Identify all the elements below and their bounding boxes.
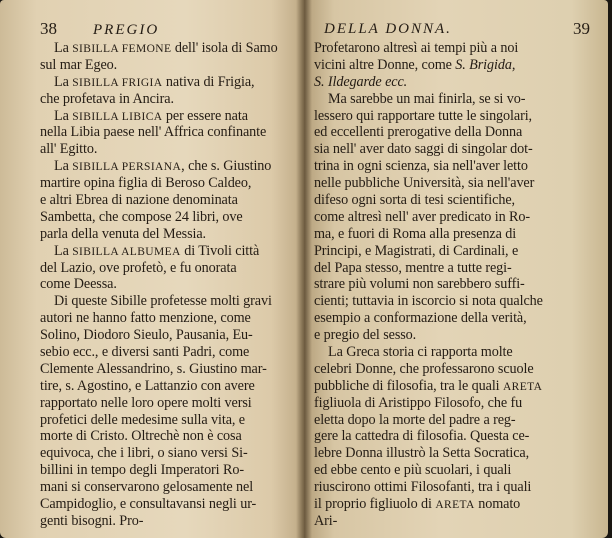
small-caps-name: SIBILLA FEMONE — [72, 43, 172, 55]
line-text: come Deessa. — [40, 276, 117, 293]
text-line — [314, 513, 572, 530]
small-caps-name: SIBILLA ALBUMEA — [72, 245, 181, 258]
text-line — [314, 276, 572, 293]
text-line — [40, 209, 300, 226]
line-text: martire opina figlia di Beroso Caldeo, — [40, 175, 252, 192]
text-line — [314, 327, 572, 344]
line-text: autori ne hanno fatto menzione, come — [40, 310, 251, 327]
text-line — [314, 395, 572, 412]
text-line — [314, 361, 572, 378]
right-head-title: DELLA DONNA. — [324, 21, 452, 37]
left-page-number: 38 — [40, 19, 57, 38]
text-line — [314, 344, 572, 361]
left-head-title: PREGIO — [93, 22, 160, 38]
text-line — [314, 158, 572, 175]
line-text: trina in ogni scienza, sia nell'aver letto — [314, 158, 528, 175]
text-line — [40, 344, 300, 361]
small-caps-name: SIBILLA LIBICA — [72, 110, 163, 123]
line-text: difeso ogni sorta di tesi scientifiche, — [314, 192, 515, 209]
text-line — [40, 395, 300, 412]
text-line — [40, 310, 300, 327]
line-text: mani si conservarono gelosamente nel — [40, 479, 254, 496]
text-line — [40, 175, 300, 192]
line-text: parla della venuta del Messia. — [40, 225, 207, 242]
text-line — [314, 479, 572, 496]
line-text: per essere nata — [162, 107, 248, 124]
line-text: nomato — [474, 496, 521, 513]
line-text: cienti; tuttavia in iscorcio si nota qualche — [314, 293, 543, 310]
text-line — [314, 243, 572, 260]
line-text: sul mar Egeo. — [40, 56, 118, 73]
text-line — [314, 462, 572, 479]
text-line — [40, 40, 300, 57]
text-line — [40, 428, 300, 445]
italic-text: S. Ildegarde ecc. — [314, 73, 408, 90]
line-text: La — [54, 40, 73, 56]
line-text: che profetava in Ancira. — [40, 90, 174, 107]
small-caps-name: ARETA — [502, 380, 543, 393]
line-text: riuscirono ottimi Filosofanti, tra i quali — [314, 479, 532, 496]
text-line — [314, 124, 572, 141]
line-text: La — [54, 107, 73, 124]
line-text: profetici delle medesime sulla vita, e — [40, 411, 245, 428]
line-text: nella Libia paese nell' Affrica confinante — [40, 124, 267, 141]
line-text: pubbliche di filosofia, tra le quali — [314, 377, 503, 394]
line-text: vicini altre Donne, come — [314, 56, 456, 73]
text-line — [314, 378, 572, 395]
left-page-text — [40, 40, 300, 530]
line-text: nelle pubbliche Università, sia nell'aver — [314, 175, 535, 192]
text-line — [314, 412, 572, 429]
line-text: Sambetta, che compose 24 libri, ove — [40, 208, 243, 225]
text-line — [40, 378, 300, 395]
line-text: Ari- — [314, 512, 338, 529]
text-line — [40, 226, 300, 243]
italic-text: S. Brigida, — [455, 56, 516, 73]
line-text: ma, e fuori di Roma alla presenza di — [314, 225, 517, 242]
text-line — [40, 462, 300, 479]
text-line — [40, 57, 300, 74]
line-text: lebre Donna illustrò la Setta Socratica, — [314, 445, 530, 462]
line-text: il proprio figliuolo di — [314, 496, 436, 513]
line-text: ed ebbe cento e più scuolari, i quali — [314, 462, 512, 479]
small-caps-name: ARETA — [435, 499, 475, 512]
line-text: eletta dopo la morte del padre a reg- — [314, 411, 516, 428]
line-text: La — [54, 242, 73, 259]
text-line — [40, 243, 300, 260]
text-line — [314, 428, 572, 445]
text-line — [40, 141, 300, 158]
small-caps-name: SIBILLA FRIGIA — [72, 76, 163, 89]
line-text: sebio ecc., e diversi santi Padri, come — [40, 344, 250, 361]
text-line — [314, 226, 572, 243]
right-running-head — [314, 19, 590, 38]
line-text: billini in tempo degli Imperatori Ro- — [40, 462, 244, 479]
line-text: lessero qui rapportare tutte le singolari, — [314, 107, 532, 124]
text-line — [314, 91, 572, 108]
line-text: Principi, e Magistrati, di Cardinali, e — [314, 242, 519, 259]
line-text: del Lazio, ove profetò, e fu onorata — [40, 259, 237, 276]
text-line — [40, 260, 300, 277]
text-line — [40, 124, 300, 141]
line-text: Clemente Alessandrino, s. Giustino mar- — [40, 360, 267, 377]
right-page-number: 39 — [573, 19, 590, 38]
line-text: dell' isola di Samo — [171, 40, 278, 56]
text-line — [40, 158, 300, 175]
text-line — [314, 108, 572, 125]
text-line — [40, 479, 300, 496]
text-line — [314, 209, 572, 226]
small-caps-name: SIBILLA PERSIANA — [72, 161, 182, 174]
line-text: Ma sarebbe un mai finirla, se si vo- — [328, 90, 526, 107]
text-line — [40, 361, 300, 378]
right-page — [304, 0, 608, 538]
line-text: morte di Cristo. Oltrechè non è cosa — [40, 428, 242, 445]
text-line — [40, 513, 300, 530]
text-line — [40, 412, 300, 429]
line-text: Di queste Sibille profetesse molti gravi — [54, 293, 272, 310]
text-line — [314, 175, 572, 192]
line-text: di Tivoli città — [180, 242, 260, 259]
line-text: gere la cattedra di filosofia. Questa ce- — [314, 428, 530, 445]
text-line — [314, 74, 572, 91]
line-text: strare più volumi non sarebbero suffi- — [314, 276, 525, 293]
text-line — [314, 293, 572, 310]
line-text: nativa di Frigia, — [162, 73, 255, 90]
text-line — [40, 445, 300, 462]
line-text: La — [54, 73, 73, 90]
text-line — [40, 293, 300, 310]
line-text: La — [54, 158, 73, 175]
text-line — [314, 496, 572, 513]
text-line — [40, 91, 300, 108]
line-text: rapportato nelle loro opere molti versi — [40, 394, 252, 411]
text-line — [314, 260, 572, 277]
line-text: , che s. Giustino — [181, 158, 272, 175]
text-line — [314, 310, 572, 327]
line-text: celebri Donne, che professarono scuole — [314, 360, 534, 377]
text-line — [314, 445, 572, 462]
line-text: figliuola di Aristippo Filosofo, che fu — [314, 394, 523, 411]
book-gutter-shadow — [296, 0, 312, 538]
line-text: e altri Ebrea di nazione denominata — [40, 192, 238, 209]
line-text: all' Egitto. — [40, 141, 98, 158]
text-line — [40, 74, 300, 91]
line-text: genti bisogni. Pro- — [40, 512, 144, 529]
line-text: Campidoglio, e consultavansi negli ur- — [40, 496, 257, 513]
line-text: ed eccellenti prerogative della Donna — [314, 124, 523, 141]
line-text: e pregio del sesso. — [314, 327, 417, 344]
text-line — [40, 276, 300, 293]
text-line — [314, 192, 572, 209]
line-text: sia nell' aver dato saggi di singolar dot- — [314, 141, 533, 158]
line-text: La Greca storia ci rapporta molte — [328, 344, 513, 361]
text-line — [314, 57, 572, 74]
left-running-head — [40, 20, 300, 38]
line-text: Profetarono altresì ai tempi più a noi — [314, 40, 519, 56]
line-text: del Papa stesso, mentre a tutte regi- — [314, 259, 512, 276]
line-text: Solino, Diodoro Sieulo, Pausania, Eu- — [40, 327, 253, 344]
line-text: come altresì nell' aver predicato in Ro- — [314, 208, 531, 225]
text-line — [314, 40, 572, 57]
line-text: tire, s. Agostino, e Lattanzio con avere — [40, 377, 255, 394]
text-line — [40, 496, 300, 513]
line-text: equivoca, che i libri, o siano versi Si- — [40, 445, 248, 462]
right-page-text — [314, 40, 572, 530]
text-line — [314, 141, 572, 158]
line-text: esempio a conformazione della verità, — [314, 310, 527, 327]
text-line — [40, 192, 300, 209]
text-line — [40, 108, 300, 125]
text-line — [40, 327, 300, 344]
